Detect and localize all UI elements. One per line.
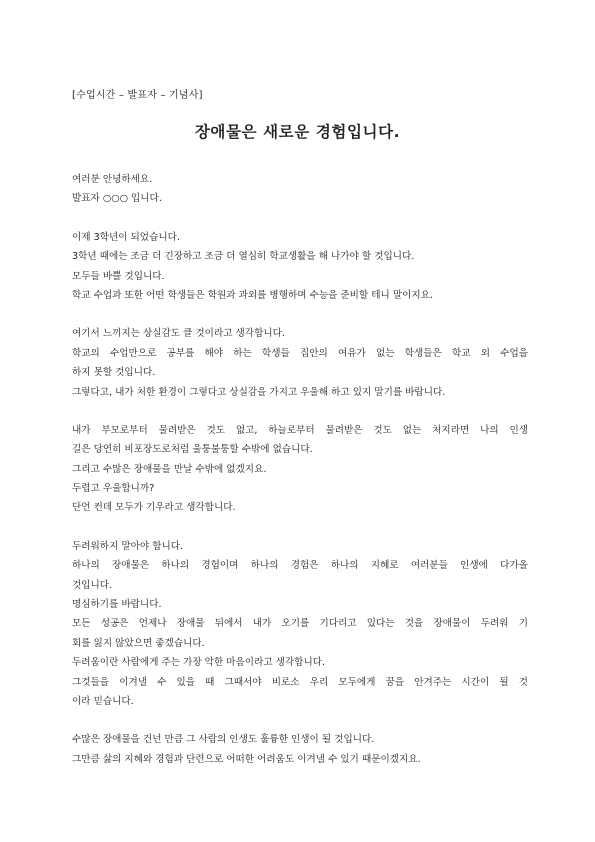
text-line: 수많은 장애물을 건넌 만큼 그 사람의 인생도 훌륭한 인생이 될 것입니다. [72, 734, 375, 746]
text-line: 명심하기를 바랍니다. [72, 599, 162, 611]
text-line: 이제 3학년이 되었습니다. [72, 231, 180, 243]
paragraph [72, 421, 528, 518]
text-line: 발표자 ○○○ 입니다. [72, 193, 162, 205]
text-line: 여러분 안녕하세요. [72, 174, 153, 185]
text-line: 학교 수업과 또한 어떤 학생들은 학원과 과외를 병행하며 수능을 준비할 테니 말이지요. [72, 289, 433, 301]
paragraph [72, 228, 528, 306]
text-line: 두려워하지 말아야 합니다. [72, 540, 184, 552]
text-line: 3학년 때에는 조금 더 긴장하고 조금 더 열심히 학교생활을 해 나가야 할 것입니다. [72, 251, 415, 263]
paragraph [72, 324, 528, 402]
text-line: 그렇다고, 내가 처한 환경이 그렇다고 상실감을 가지고 우울해 하고 있지 말기를 바랍니다. [72, 386, 446, 398]
text-line: 단언 컨데 모두가 기우라고 생각합니다. [72, 502, 236, 514]
text-line: 것입니다. [72, 579, 113, 591]
text-line: 하나의 장애물은 하나의 경험이며 하나의 경험은 하나의 지혜로 여러분들 인생에 다가올 [72, 560, 528, 572]
text-line: 두려움이란 사람에게 주는 가장 악한 마음이라고 생각합니다. [72, 657, 326, 669]
text-line: 그리고 수많은 장애물을 만날 수밖에 없겠지요. [72, 463, 267, 475]
text-line: 하지 못할 것입니다. [72, 367, 156, 379]
paragraph [72, 537, 528, 712]
text-line: 두렵고 우울합니까? [72, 483, 155, 495]
text-line: 그것들을 이겨낼 수 있을 때 그때서야 비로소 우리 모두에게 꿈을 안겨주는 시간이 될 것 [72, 676, 528, 688]
text-line: 학교의 수업만으로 공부를 해야 하는 학생들 집안의 여유가 없는 학생들은 학교 외 수업을 [72, 347, 528, 359]
text-line: 모든 성공은 언제나 장애물 뒤에서 내가 오기를 기다리고 있다는 것을 장애물이 두려워 기 [72, 618, 528, 630]
paragraph [72, 170, 528, 209]
text-line: 그만큼 삶의 지혜와 경험과 단련으로 어떠한 어려움도 이겨낼 수 있기 때문이겠지요. [72, 753, 421, 765]
text-line: 이라 믿습니다. [72, 695, 134, 707]
document-body [72, 170, 528, 788]
text-line: 모두들 바쁠 것입니다. [72, 270, 165, 282]
text-line: 여기서 느끼지는 상실감도 클 것이라고 생각합니다. [72, 328, 285, 340]
paragraph [72, 730, 528, 769]
document-header: [수업시간 – 발표자 – 기념사] [72, 90, 203, 101]
text-line: 내가 부모로부터 물려받은 것도 없고, 하늘로부터 물려받은 것도 없는 처지라면 나의 인생 [72, 424, 528, 436]
text-line: 길은 당연히 비포장도로처럼 울퉁불퉁할 수밖에 없습니다. [72, 444, 313, 456]
document-title: 장애물은 새로운 경험입니다. [194, 123, 401, 141]
text-line: 회를 잃지 않았으면 좋겠습니다. [72, 637, 205, 649]
